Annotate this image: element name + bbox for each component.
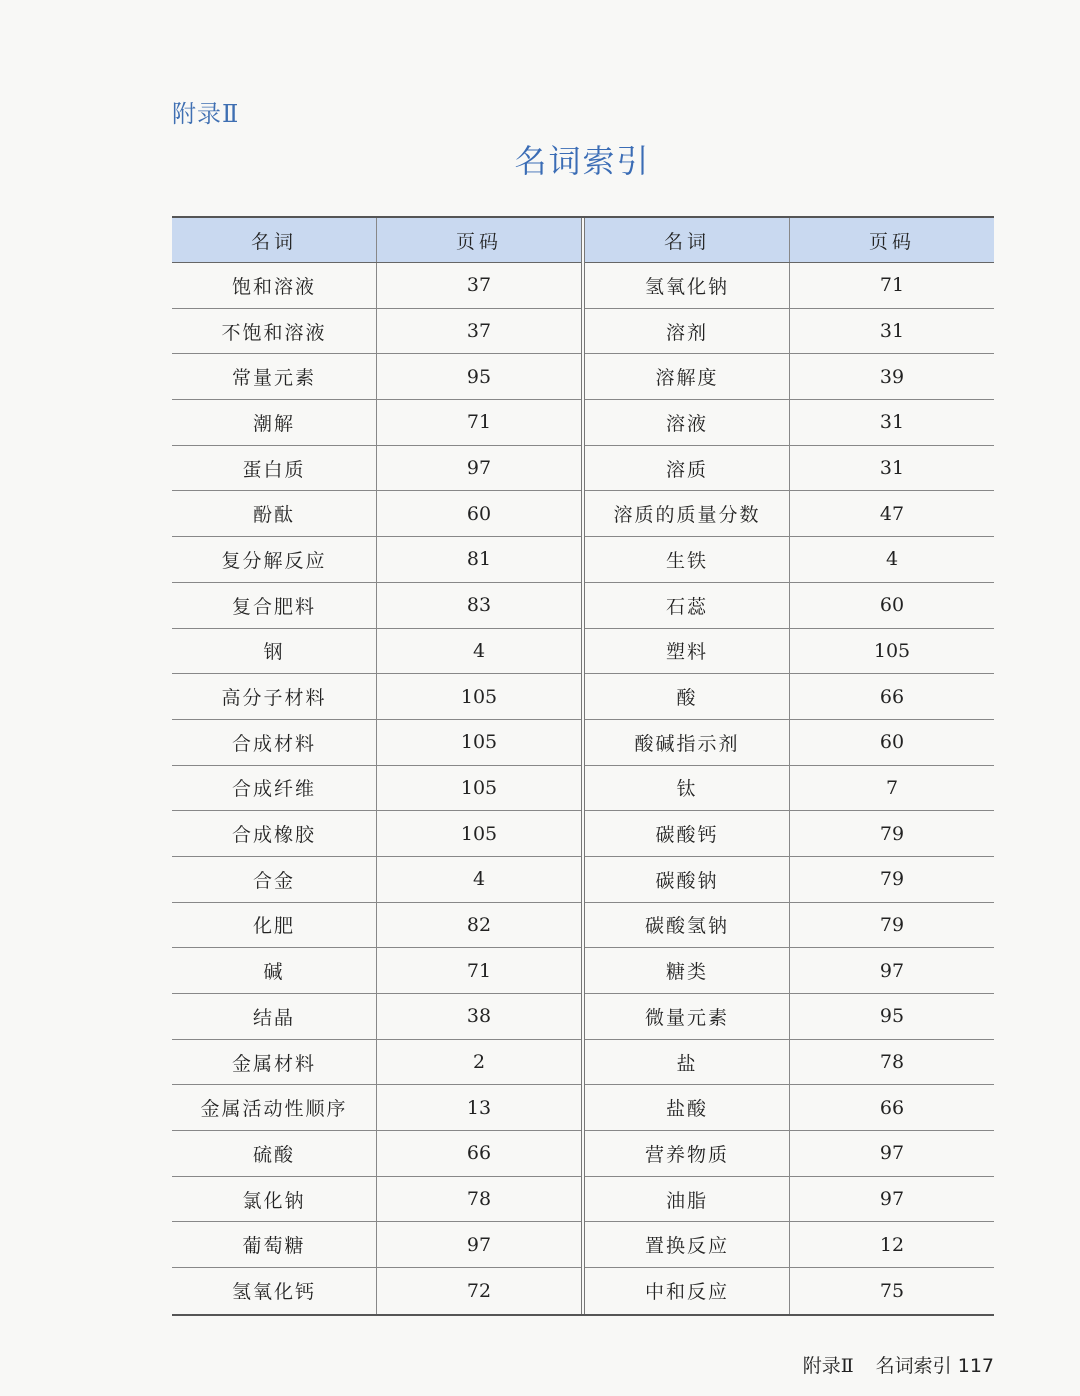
table-row	[172, 1085, 581, 1131]
table-row	[172, 720, 581, 766]
table-row	[585, 309, 994, 355]
term-cell: 合金	[172, 857, 377, 902]
table-row	[172, 766, 581, 812]
page-cell: 97	[879, 1188, 905, 1211]
term-cell: 葡萄糖	[172, 1222, 377, 1267]
page-cell: 39	[879, 365, 905, 388]
term-cell: 蛋白质	[172, 446, 377, 491]
page-cell: 81	[466, 548, 492, 571]
page-cell: 78	[879, 1051, 905, 1074]
page-cell: 71	[466, 959, 492, 982]
header-term: 名词	[172, 218, 377, 262]
page-cell: 38	[466, 1005, 492, 1028]
page-cell: 105	[460, 822, 498, 845]
table-row	[585, 1177, 994, 1223]
page-cell: 60	[879, 731, 905, 754]
term-cell: 碳酸钠	[585, 857, 790, 902]
table-row	[172, 1131, 581, 1177]
table-row	[172, 537, 581, 583]
term-cell: 酸	[585, 674, 790, 719]
table-row	[585, 1222, 994, 1268]
table-row	[172, 629, 581, 675]
table-header-row	[585, 218, 994, 263]
index-table-right-half	[581, 218, 994, 1314]
footer-title: 名词索引	[875, 1355, 952, 1377]
term-cell: 合成纤维	[172, 766, 377, 811]
appendix-label: 附录Ⅱ	[172, 100, 240, 128]
term-cell: 化肥	[172, 903, 377, 948]
table-row	[172, 674, 581, 720]
page-cell: 60	[466, 502, 492, 525]
term-cell: 钛	[585, 766, 790, 811]
header-term: 名词	[585, 218, 790, 262]
page-cell: 72	[466, 1279, 492, 1302]
term-cell: 潮解	[172, 400, 377, 445]
table-row	[172, 811, 581, 857]
page-cell: 37	[466, 274, 492, 297]
term-cell: 合成材料	[172, 720, 377, 765]
page-cell: 79	[879, 868, 905, 891]
page-cell: 4	[472, 868, 486, 891]
table-row	[172, 1268, 581, 1314]
term-cell: 氢氧化钙	[172, 1268, 377, 1314]
page-cell: 75	[879, 1279, 905, 1302]
term-cell: 碳酸钙	[585, 811, 790, 856]
term-cell: 碳酸氢钠	[585, 903, 790, 948]
page-cell: 97	[466, 1233, 492, 1256]
page-cell: 105	[460, 731, 498, 754]
page-cell: 105	[460, 776, 498, 799]
page-cell: 37	[466, 320, 492, 343]
index-table	[172, 216, 994, 1316]
term-cell: 溶质的质量分数	[585, 491, 790, 536]
page-cell: 2	[472, 1051, 486, 1074]
term-cell: 硫酸	[172, 1131, 377, 1176]
page-cell: 4	[885, 548, 899, 571]
table-row	[585, 1040, 994, 1086]
table-row	[172, 948, 581, 994]
term-cell: 石蕊	[585, 583, 790, 628]
page-cell: 79	[879, 913, 905, 936]
page-footer	[803, 1351, 994, 1378]
term-cell: 高分子材料	[172, 674, 377, 719]
page-cell: 95	[466, 365, 492, 388]
term-cell: 复合肥料	[172, 583, 377, 628]
page-cell: 97	[466, 457, 492, 480]
term-cell: 金属材料	[172, 1040, 377, 1085]
term-cell: 酸碱指示剂	[585, 720, 790, 765]
term-cell: 盐酸	[585, 1085, 790, 1130]
table-row	[585, 354, 994, 400]
page-cell: 13	[466, 1096, 492, 1119]
page-cell: 95	[879, 1005, 905, 1028]
term-cell: 盐	[585, 1040, 790, 1085]
table-row	[172, 354, 581, 400]
table-row	[172, 1040, 581, 1086]
table-row	[585, 583, 994, 629]
table-row	[585, 857, 994, 903]
page-cell: 60	[879, 594, 905, 617]
term-cell: 酚酞	[172, 491, 377, 536]
term-cell: 油脂	[585, 1177, 790, 1222]
page-cell: 71	[879, 274, 905, 297]
header-page: 页码	[455, 230, 502, 253]
page-cell: 12	[879, 1233, 905, 1256]
page-cell: 105	[873, 639, 911, 662]
page-cell: 105	[460, 685, 498, 708]
term-cell: 碱	[172, 948, 377, 993]
table-row	[585, 674, 994, 720]
page-cell: 83	[466, 594, 492, 617]
term-cell: 常量元素	[172, 354, 377, 399]
term-cell: 生铁	[585, 537, 790, 582]
table-row	[585, 1131, 994, 1177]
term-cell: 不饱和溶液	[172, 309, 377, 354]
term-cell: 置换反应	[585, 1222, 790, 1267]
term-cell: 氯化钠	[172, 1177, 377, 1222]
term-cell: 钢	[172, 629, 377, 674]
table-row	[585, 994, 994, 1040]
page-cell: 31	[879, 411, 905, 434]
table-row	[585, 446, 994, 492]
term-cell: 复分解反应	[172, 537, 377, 582]
page-cell: 97	[879, 1142, 905, 1165]
page-cell: 97	[879, 959, 905, 982]
term-cell: 微量元素	[585, 994, 790, 1039]
page-cell: 66	[879, 1096, 905, 1119]
table-row	[172, 857, 581, 903]
page-cell: 47	[879, 502, 905, 525]
table-row	[585, 766, 994, 812]
term-cell: 溶剂	[585, 309, 790, 354]
table-row	[585, 400, 994, 446]
term-cell: 合成橡胶	[172, 811, 377, 856]
page-cell: 79	[879, 822, 905, 845]
table-row	[585, 720, 994, 766]
footer-section: 附录Ⅱ	[802, 1355, 854, 1377]
table-row	[172, 994, 581, 1040]
page-cell: 82	[466, 913, 492, 936]
table-row	[172, 263, 581, 309]
table-row	[585, 491, 994, 537]
page-cell: 4	[472, 639, 486, 662]
term-cell: 饱和溶液	[172, 263, 377, 308]
index-table-left-half	[172, 218, 581, 1314]
page-cell: 66	[879, 685, 905, 708]
table-row	[172, 400, 581, 446]
table-row	[172, 309, 581, 355]
header-page: 页码	[868, 230, 915, 253]
term-cell: 中和反应	[585, 1268, 790, 1314]
table-row	[172, 903, 581, 949]
term-cell: 结晶	[172, 994, 377, 1039]
table-row	[585, 537, 994, 583]
table-row	[585, 948, 994, 994]
table-row	[585, 811, 994, 857]
term-cell: 溶质	[585, 446, 790, 491]
page-cell: 7	[885, 776, 899, 799]
page-cell: 78	[466, 1188, 492, 1211]
term-cell: 塑料	[585, 629, 790, 674]
term-cell: 溶液	[585, 400, 790, 445]
table-row	[172, 446, 581, 492]
page-cell: 66	[466, 1142, 492, 1165]
term-cell: 糖类	[585, 948, 790, 993]
table-row	[585, 263, 994, 309]
table-row	[585, 629, 994, 675]
term-cell: 氢氧化钠	[585, 263, 790, 308]
page-number: 117	[957, 1355, 994, 1377]
term-cell: 溶解度	[585, 354, 790, 399]
table-row	[585, 1085, 994, 1131]
table-row	[585, 903, 994, 949]
page-cell: 31	[879, 457, 905, 480]
page-cell: 31	[879, 320, 905, 343]
page-cell: 71	[466, 411, 492, 434]
table-row	[172, 583, 581, 629]
table-row	[172, 491, 581, 537]
table-row	[172, 1222, 581, 1268]
table-row	[585, 1268, 994, 1314]
term-cell: 营养物质	[585, 1131, 790, 1176]
table-header-row	[172, 218, 581, 263]
page-title: 名词索引	[514, 142, 651, 180]
term-cell: 金属活动性顺序	[172, 1085, 377, 1130]
table-row	[172, 1177, 581, 1223]
